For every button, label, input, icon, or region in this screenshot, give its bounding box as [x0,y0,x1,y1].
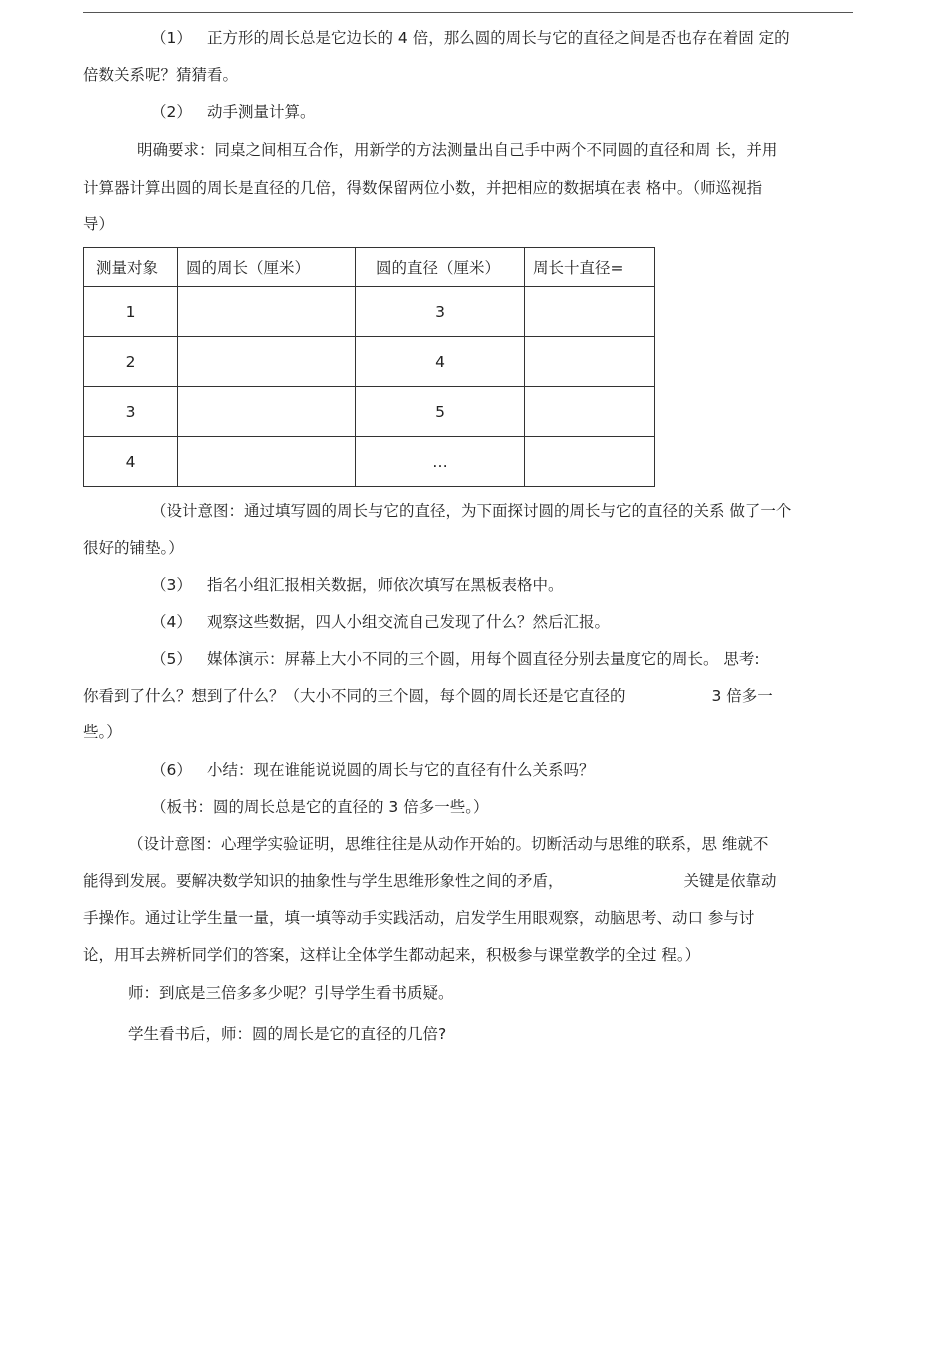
item-number: （2） [151,103,192,121]
design-intent-1-line-2: 很好的铺垫。） [83,539,184,557]
paragraph-text: 关键是依靠动 [683,872,777,890]
table-cell [178,387,356,437]
measurement-table [83,247,655,487]
design-intent-2-line-4: 论，用耳去辨析同学们的答案，这样让全体学生都动起来，积极参与课堂教学的全过 程。） [83,946,701,964]
table-cell [178,287,356,337]
table-cell: 4 [84,437,178,487]
paragraph-1 [83,28,921,48]
table-cell [178,437,356,487]
table-cell: 2 [84,337,178,387]
paragraph-5-line-2 [83,686,853,706]
board-note: （板书：圆的周长总是它的直径的 3 倍多一些。） [151,798,489,816]
paragraph-text: 能得到发展。要解决数学知识的抽象性与学生思维形象性之间的矛盾， [83,872,564,890]
header-rule [83,12,853,13]
item-number: （5） [151,650,192,668]
paragraph-text: 指名小组汇报相关数据，师依次填写在黑板表格中。 [207,576,564,594]
paragraph-3 [83,575,921,595]
requirements-line-1: 明确要求：同桌之间相互合作，用新学的方法测量出自己手中两个不同圆的直径和周 长，并用 [137,141,778,159]
paragraph-text: 正方形的周长总是它边长的 4 倍，那么圆的周长与它的直径之间是否也存在着固 定的 [207,29,790,47]
table-cell: 3 [356,287,525,337]
table-header-row [84,248,655,287]
teacher-question: 师：到底是三倍多多少呢？引导学生看书质疑。 [128,984,454,1002]
table-row [84,387,655,437]
table-cell [525,337,655,387]
design-intent-2-line-3: 手操作。通过让学生量一量，填一填等动手实践活动，启发学生用眼观察，动脑思考、动口 参与讨 [83,909,755,927]
table-cell [178,337,356,387]
item-number: （3） [151,576,192,594]
paragraph-text: 你看到了什么？想到了什么？（大小不同的三个圆，每个圆的周长还是它直径的 [83,687,626,705]
paragraph-text: 媒体演示：屏幕上大小不同的三个圆，用每个圆直径分别去量度它的周长。 思考: [207,650,760,668]
paragraph-5-line-3: 些。） [83,723,122,741]
item-number: （1） [151,29,192,47]
design-intent-2-line-2 [83,871,853,891]
requirements-line-2: 计算器计算出圆的周长是直径的几倍，得数保留两位小数，并把相应的数据填在表 格中。（师巡视指 [83,179,763,197]
student-reading: 学生看书后，师：圆的周长是它的直径的几倍? [128,1025,447,1043]
table-cell: 5 [356,387,525,437]
paragraph-text: 3 倍多一 [711,687,773,705]
table-row [84,437,655,487]
table-cell [525,437,655,487]
col-header: 圆的周长（厘米） [178,248,356,287]
col-header: 周长十直径= [525,248,655,287]
design-intent-2-line-1: （设计意图：心理学实验证明，思维往往是从动作开始的。切断活动与思维的联系，思 维就不 [128,835,769,853]
paragraph-5 [83,649,921,669]
paragraph-text: 小结：现在谁能说说圆的周长与它的直径有什么关系吗？ [207,761,595,779]
paragraph-1-cont: 倍数关系呢？猜猜看。 [83,66,239,84]
table-cell [525,287,655,337]
requirements-line-3: 导） [83,215,115,233]
item-number: （6） [151,761,192,779]
item-number: （4） [151,613,192,631]
col-header: 圆的直径（厘米） [356,248,525,287]
table-cell: 1 [84,287,178,337]
table-cell: 4 [356,337,525,387]
paragraph-4 [83,612,921,632]
table-cell [525,387,655,437]
design-intent-1-line-1: （设计意图：通过填写圆的周长与它的直径，为下面探讨圆的周长与它的直径的关系 做了一个 [151,502,792,520]
table-cell: 3 [84,387,178,437]
paragraph-6 [83,760,921,780]
table-row [84,337,655,387]
table-row [84,287,655,337]
table-cell: … [356,437,525,487]
paragraph-2 [83,102,921,122]
paragraph-text: 动手测量计算。 [207,103,316,121]
col-header: 测量对象 [84,248,178,287]
paragraph-text: 观察这些数据，四人小组交流自己发现了什么？然后汇报。 [207,613,611,631]
